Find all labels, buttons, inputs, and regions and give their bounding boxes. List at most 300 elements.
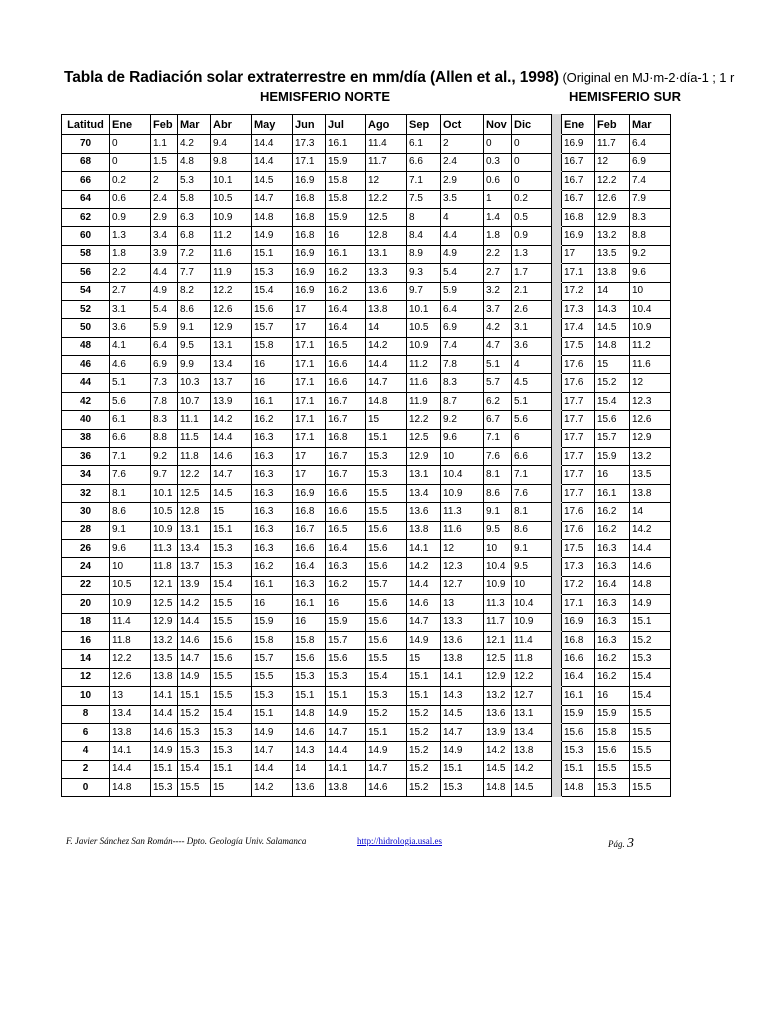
table-row: [62, 539, 671, 557]
south-value-cell: 15.5: [630, 779, 671, 797]
radiation-table-container: [61, 114, 671, 797]
table-body: [62, 135, 671, 797]
south-value-cell: 17.7: [562, 466, 595, 484]
south-value-cell: 17.6: [562, 503, 595, 521]
table-row: [62, 595, 671, 613]
south-value-cell: 12.2: [595, 172, 630, 190]
north-value-cell: 13.6: [484, 705, 512, 723]
south-value-cell: 16.4: [595, 576, 630, 594]
south-value-cell: 16.2: [595, 503, 630, 521]
latitude-cell: 50: [62, 319, 110, 337]
north-value-cell: 11.8: [178, 448, 211, 466]
north-value-cell: 2.9: [151, 208, 178, 226]
north-value-cell: 17.3: [293, 135, 326, 153]
latitude-cell: 54: [62, 282, 110, 300]
north-value-cell: 15.4: [211, 576, 252, 594]
north-value-cell: 15.3: [326, 668, 366, 686]
north-value-cell: 16.4: [326, 539, 366, 557]
north-value-cell: 6.9: [151, 356, 178, 374]
north-value-cell: 14.4: [252, 153, 293, 171]
north-value-cell: 3.7: [484, 300, 512, 318]
header-latitude: Latitud: [62, 115, 110, 135]
table-row: [62, 723, 671, 741]
hemisphere-gap-cell: [552, 429, 562, 447]
south-value-cell: 16.4: [562, 668, 595, 686]
north-value-cell: 14.3: [441, 687, 484, 705]
north-value-cell: 15.2: [407, 705, 441, 723]
south-value-cell: 10.4: [630, 300, 671, 318]
latitude-cell: 48: [62, 337, 110, 355]
north-value-cell: 0: [512, 135, 552, 153]
north-value-cell: 12.2: [211, 282, 252, 300]
north-value-cell: 14.6: [178, 631, 211, 649]
north-value-cell: 4.9: [441, 245, 484, 263]
north-value-cell: 15.2: [407, 779, 441, 797]
south-value-cell: 14.8: [630, 576, 671, 594]
north-value-cell: 13.4: [178, 539, 211, 557]
north-value-cell: 2.7: [110, 282, 151, 300]
hemisphere-gap-cell: [552, 484, 562, 502]
north-value-cell: 15.5: [211, 613, 252, 631]
north-value-cell: 3.6: [110, 319, 151, 337]
south-value-cell: 15.5: [595, 760, 630, 778]
north-value-cell: 11.9: [211, 264, 252, 282]
latitude-cell: 64: [62, 190, 110, 208]
table-row: [62, 264, 671, 282]
latitude-cell: 40: [62, 411, 110, 429]
north-value-cell: 13.8: [407, 521, 441, 539]
north-value-cell: 17.1: [293, 337, 326, 355]
north-value-cell: 15.5: [366, 484, 407, 502]
table-row: [62, 392, 671, 410]
north-value-cell: 5.6: [110, 392, 151, 410]
north-value-cell: 15.1: [252, 705, 293, 723]
north-value-cell: 15.2: [366, 705, 407, 723]
north-value-cell: 15.6: [366, 613, 407, 631]
south-value-cell: 15.5: [630, 705, 671, 723]
north-value-cell: 10: [512, 576, 552, 594]
north-value-cell: 4: [441, 208, 484, 226]
north-value-cell: 10.5: [110, 576, 151, 594]
north-value-cell: 15.6: [211, 650, 252, 668]
north-value-cell: 11.1: [178, 411, 211, 429]
north-value-cell: 16.8: [293, 208, 326, 226]
header-north-month: May: [252, 115, 293, 135]
south-value-cell: 15.4: [630, 687, 671, 705]
north-value-cell: 11.3: [151, 539, 178, 557]
north-value-cell: 7.4: [441, 337, 484, 355]
north-value-cell: 16.7: [326, 411, 366, 429]
north-value-cell: 15.6: [366, 631, 407, 649]
south-value-cell: 17.2: [562, 576, 595, 594]
south-value-cell: 15.1: [562, 760, 595, 778]
north-value-cell: 0.9: [512, 227, 552, 245]
north-value-cell: 17.1: [293, 429, 326, 447]
north-value-cell: 5.9: [441, 282, 484, 300]
north-value-cell: 14.6: [211, 448, 252, 466]
north-value-cell: 14: [366, 319, 407, 337]
footer-author: F. Javier Sánchez San Román---- Dpto. Geología Univ. Salamanca: [66, 836, 307, 846]
hemisphere-gap-cell: [552, 319, 562, 337]
north-value-cell: 14.9: [178, 668, 211, 686]
north-value-cell: 16.5: [326, 337, 366, 355]
north-value-cell: 15.5: [211, 595, 252, 613]
south-value-cell: 16.7: [562, 172, 595, 190]
north-value-cell: 16.6: [326, 356, 366, 374]
north-value-cell: 10.9: [151, 521, 178, 539]
south-value-cell: 14.6: [630, 558, 671, 576]
table-row: [62, 282, 671, 300]
table-row: [62, 411, 671, 429]
north-value-cell: 16: [293, 613, 326, 631]
north-value-cell: 16.7: [326, 466, 366, 484]
north-value-cell: 14.4: [407, 576, 441, 594]
north-value-cell: 13.6: [407, 503, 441, 521]
footer-link[interactable]: http://hidrologia.usal.es: [357, 836, 442, 846]
north-value-cell: 15.1: [252, 245, 293, 263]
north-value-cell: 4.1: [110, 337, 151, 355]
north-value-cell: 15.7: [326, 631, 366, 649]
north-value-cell: 6.2: [484, 392, 512, 410]
north-value-cell: 13.3: [366, 264, 407, 282]
header-north-month: Feb: [151, 115, 178, 135]
south-value-cell: 15.3: [562, 742, 595, 760]
south-value-cell: 14.4: [630, 539, 671, 557]
north-value-cell: 12.2: [110, 650, 151, 668]
table-row: [62, 466, 671, 484]
table-row: [62, 208, 671, 226]
table-row: [62, 687, 671, 705]
north-value-cell: 13.4: [512, 723, 552, 741]
north-value-cell: 12.7: [441, 576, 484, 594]
south-value-cell: 13.8: [595, 264, 630, 282]
table-row: [62, 245, 671, 263]
hemisphere-gap-cell: [552, 668, 562, 686]
north-value-cell: 4.6: [110, 356, 151, 374]
north-value-cell: 0: [512, 153, 552, 171]
south-value-cell: 15.6: [595, 411, 630, 429]
north-value-cell: 7.1: [407, 172, 441, 190]
north-value-cell: 5.8: [178, 190, 211, 208]
north-value-cell: 14.5: [512, 779, 552, 797]
north-value-cell: 15.3: [178, 723, 211, 741]
north-value-cell: 5.9: [151, 319, 178, 337]
north-value-cell: 16.1: [252, 576, 293, 594]
north-value-cell: 12.3: [441, 558, 484, 576]
north-value-cell: 9.9: [178, 356, 211, 374]
south-value-cell: 17.7: [562, 448, 595, 466]
table-row: [62, 576, 671, 594]
north-value-cell: 6.7: [484, 411, 512, 429]
north-value-cell: 7.7: [178, 264, 211, 282]
hemisphere-gap-cell: [552, 264, 562, 282]
north-value-cell: 14.7: [178, 650, 211, 668]
north-value-cell: 11.6: [441, 521, 484, 539]
north-value-cell: 13.2: [484, 687, 512, 705]
north-value-cell: 15.9: [252, 613, 293, 631]
latitude-cell: 6: [62, 723, 110, 741]
north-value-cell: 12.5: [366, 208, 407, 226]
hemisphere-gap-cell: [552, 208, 562, 226]
table-row: [62, 153, 671, 171]
header-north-month: Dic: [512, 115, 552, 135]
north-value-cell: 9.7: [407, 282, 441, 300]
north-value-cell: 10: [110, 558, 151, 576]
latitude-cell: 22: [62, 576, 110, 594]
north-value-cell: 5.4: [151, 300, 178, 318]
north-value-cell: 7.3: [151, 374, 178, 392]
table-row: [62, 190, 671, 208]
table-row: [62, 374, 671, 392]
south-value-cell: 7.4: [630, 172, 671, 190]
south-value-cell: 15.2: [595, 374, 630, 392]
south-value-cell: 17.7: [562, 429, 595, 447]
north-value-cell: 11.4: [512, 631, 552, 649]
latitude-cell: 24: [62, 558, 110, 576]
north-value-cell: 14.5: [441, 705, 484, 723]
north-value-cell: 14.4: [326, 742, 366, 760]
north-value-cell: 16.9: [293, 245, 326, 263]
south-value-cell: 15.1: [630, 613, 671, 631]
north-value-cell: 16.1: [293, 595, 326, 613]
table-row: [62, 227, 671, 245]
north-value-cell: 14.2: [178, 595, 211, 613]
north-value-cell: 2: [151, 172, 178, 190]
hemisphere-gap-cell: [552, 742, 562, 760]
north-value-cell: 11.4: [110, 613, 151, 631]
south-value-cell: 14: [630, 503, 671, 521]
north-value-cell: 14.7: [407, 613, 441, 631]
south-value-cell: 15.9: [595, 448, 630, 466]
hemisphere-gap-cell: [552, 613, 562, 631]
north-value-cell: 15.3: [151, 779, 178, 797]
north-value-cell: 14.2: [211, 411, 252, 429]
south-value-cell: 16.1: [562, 687, 595, 705]
north-value-cell: 14.4: [178, 613, 211, 631]
north-value-cell: 15.1: [293, 687, 326, 705]
north-value-cell: 15.8: [252, 337, 293, 355]
south-value-cell: 17.7: [562, 484, 595, 502]
north-value-cell: 7.8: [441, 356, 484, 374]
north-value-cell: 7.1: [512, 466, 552, 484]
north-value-cell: 2.4: [441, 153, 484, 171]
south-value-cell: 7.9: [630, 190, 671, 208]
latitude-cell: 70: [62, 135, 110, 153]
latitude-cell: 10: [62, 687, 110, 705]
north-value-cell: 5.4: [441, 264, 484, 282]
hemisphere-gap-cell: [552, 227, 562, 245]
header-north-month: Mar: [178, 115, 211, 135]
south-value-cell: 10: [630, 282, 671, 300]
north-value-cell: 15.7: [252, 319, 293, 337]
north-value-cell: 15.2: [407, 760, 441, 778]
south-value-cell: 16.9: [562, 135, 595, 153]
north-value-cell: 16.6: [326, 374, 366, 392]
north-value-cell: 13.6: [293, 779, 326, 797]
hemisphere-gap-cell: [552, 723, 562, 741]
north-value-cell: 4.8: [178, 153, 211, 171]
north-value-cell: 4.5: [512, 374, 552, 392]
south-value-cell: 16: [595, 687, 630, 705]
north-value-cell: 6: [512, 429, 552, 447]
north-value-cell: 7.8: [151, 392, 178, 410]
latitude-cell: 58: [62, 245, 110, 263]
north-value-cell: 10.3: [178, 374, 211, 392]
table-row: [62, 484, 671, 502]
north-value-cell: 12.2: [407, 411, 441, 429]
south-value-cell: 10.9: [630, 319, 671, 337]
north-value-cell: 16.6: [326, 484, 366, 502]
north-value-cell: 15: [407, 650, 441, 668]
north-value-cell: 12.9: [407, 448, 441, 466]
north-value-cell: 16.4: [326, 319, 366, 337]
south-value-cell: 14.8: [595, 337, 630, 355]
north-value-cell: 16.6: [293, 539, 326, 557]
north-value-cell: 13.1: [407, 466, 441, 484]
north-value-cell: 15.7: [366, 576, 407, 594]
north-value-cell: 16.3: [252, 503, 293, 521]
north-value-cell: 12.5: [484, 650, 512, 668]
north-value-cell: 15.6: [211, 631, 252, 649]
north-value-cell: 15.3: [178, 742, 211, 760]
north-value-cell: 16.2: [252, 558, 293, 576]
north-value-cell: 10.9: [407, 337, 441, 355]
north-value-cell: 13.1: [512, 705, 552, 723]
north-value-cell: 9.6: [110, 539, 151, 557]
north-value-cell: 16.1: [326, 245, 366, 263]
north-value-cell: 0: [512, 172, 552, 190]
latitude-cell: 14: [62, 650, 110, 668]
north-value-cell: 16: [252, 595, 293, 613]
north-value-cell: 14: [293, 760, 326, 778]
north-value-cell: 16: [326, 227, 366, 245]
north-value-cell: 7.1: [110, 448, 151, 466]
north-value-cell: 16.9: [293, 484, 326, 502]
north-value-cell: 13.2: [151, 631, 178, 649]
north-value-cell: 4.2: [484, 319, 512, 337]
north-value-cell: 16.3: [252, 484, 293, 502]
north-value-cell: 9.5: [178, 337, 211, 355]
south-value-cell: 17.3: [562, 558, 595, 576]
footer-page: [608, 836, 634, 852]
north-value-cell: 15: [366, 411, 407, 429]
north-value-cell: 6.8: [178, 227, 211, 245]
table-row: [62, 448, 671, 466]
north-value-cell: 10.1: [151, 484, 178, 502]
south-value-cell: 15.3: [595, 779, 630, 797]
north-value-cell: 0: [110, 153, 151, 171]
north-value-cell: 14.3: [293, 742, 326, 760]
north-value-cell: 6.1: [110, 411, 151, 429]
footer-page-number: 3: [627, 836, 634, 851]
north-value-cell: 16: [252, 374, 293, 392]
north-value-cell: 15.3: [366, 448, 407, 466]
north-value-cell: 10.5: [151, 503, 178, 521]
north-value-cell: 4.2: [178, 135, 211, 153]
south-value-cell: 15.4: [595, 392, 630, 410]
hemisphere-gap-cell: [552, 392, 562, 410]
north-value-cell: 11.4: [366, 135, 407, 153]
north-value-cell: 16.8: [293, 227, 326, 245]
south-value-cell: 12.9: [595, 208, 630, 226]
south-value-cell: 16.3: [595, 595, 630, 613]
north-value-cell: 16.9: [293, 172, 326, 190]
north-value-cell: 12.5: [178, 484, 211, 502]
north-value-cell: 1.7: [512, 264, 552, 282]
north-value-cell: 15.3: [211, 558, 252, 576]
south-value-cell: 15.7: [595, 429, 630, 447]
south-value-cell: 11.7: [595, 135, 630, 153]
north-value-cell: 17.1: [293, 374, 326, 392]
north-value-cell: 13.8: [366, 300, 407, 318]
footer-page-label: Pág.: [608, 839, 625, 849]
south-value-cell: 16.2: [595, 521, 630, 539]
south-value-cell: 16.6: [562, 650, 595, 668]
north-value-cell: 14.7: [252, 742, 293, 760]
north-value-cell: 14.1: [326, 760, 366, 778]
north-value-cell: 16: [326, 595, 366, 613]
north-value-cell: 14.4: [366, 356, 407, 374]
table-row: [62, 503, 671, 521]
latitude-cell: 46: [62, 356, 110, 374]
south-value-cell: 16.2: [595, 650, 630, 668]
north-value-cell: 15.3: [252, 264, 293, 282]
hemisphere-gap-cell: [552, 153, 562, 171]
document-title: [64, 69, 734, 87]
north-value-cell: 12.6: [110, 668, 151, 686]
table-row: [62, 319, 671, 337]
hemisphere-gap-cell: [552, 448, 562, 466]
north-value-cell: 14.9: [151, 742, 178, 760]
south-value-cell: 17.2: [562, 282, 595, 300]
hemisphere-gap-cell: [552, 576, 562, 594]
table-row: [62, 300, 671, 318]
north-value-cell: 15.3: [211, 539, 252, 557]
hemisphere-gap-cell: [552, 411, 562, 429]
north-value-cell: 15.3: [441, 779, 484, 797]
north-value-cell: 13.4: [110, 705, 151, 723]
north-value-cell: 16.8: [326, 429, 366, 447]
north-value-cell: 10.9: [484, 576, 512, 594]
south-value-cell: 16.9: [562, 613, 595, 631]
north-value-cell: 17.1: [293, 392, 326, 410]
north-value-cell: 15.2: [178, 705, 211, 723]
header-south-month: Feb: [595, 115, 630, 135]
north-value-cell: 5.1: [110, 374, 151, 392]
north-value-cell: 4.4: [151, 264, 178, 282]
north-value-cell: 11.3: [441, 503, 484, 521]
north-value-cell: 15.1: [407, 668, 441, 686]
south-value-cell: 11.2: [630, 337, 671, 355]
north-value-cell: 15.3: [211, 742, 252, 760]
north-value-cell: 2: [441, 135, 484, 153]
north-value-cell: 12.2: [178, 466, 211, 484]
north-value-cell: 14.8: [293, 705, 326, 723]
north-value-cell: 16.2: [326, 576, 366, 594]
north-value-cell: 16: [252, 356, 293, 374]
north-value-cell: 14.8: [252, 208, 293, 226]
table-row: [62, 650, 671, 668]
north-value-cell: 2.7: [484, 264, 512, 282]
north-value-cell: 14.1: [110, 742, 151, 760]
table-row: [62, 429, 671, 447]
north-value-cell: 10.4: [441, 466, 484, 484]
south-value-cell: 16.3: [595, 613, 630, 631]
south-value-cell: 12.6: [595, 190, 630, 208]
latitude-cell: 42: [62, 392, 110, 410]
north-value-cell: 8.7: [441, 392, 484, 410]
latitude-cell: 16: [62, 631, 110, 649]
